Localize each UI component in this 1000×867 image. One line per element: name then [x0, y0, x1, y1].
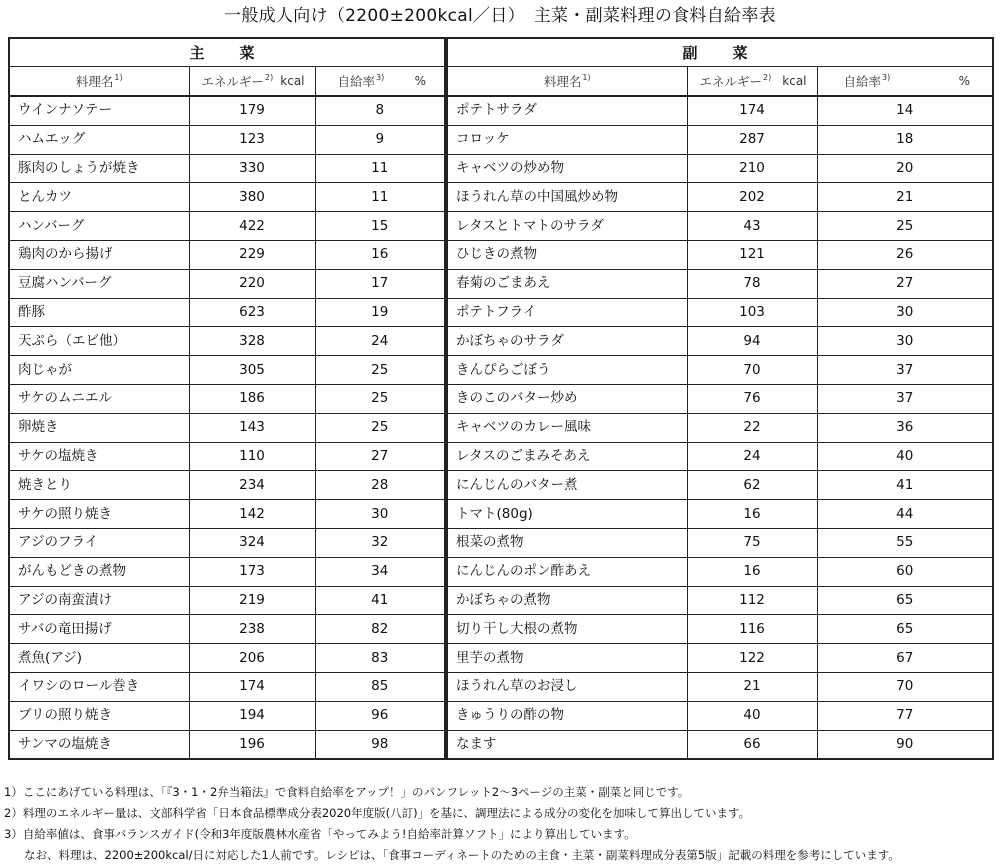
self-sufficiency-cell: 21	[817, 183, 993, 212]
table-row	[9, 644, 445, 673]
side-group-header: 副 菜	[447, 38, 993, 67]
table-row	[9, 356, 445, 385]
dish-name-cell: ブリの照り焼き	[9, 701, 189, 730]
table-row	[447, 672, 993, 701]
self-sufficiency-cell: 96	[315, 701, 445, 730]
self-sufficiency-cell: 65	[817, 586, 993, 615]
side-col-name: 料理名$^{1)}$	[447, 67, 687, 97]
self-sufficiency-cell: 25	[817, 212, 993, 241]
energy-cell: 116	[687, 615, 817, 644]
energy-cell: 110	[189, 442, 315, 471]
dish-name-cell: レタスとトマトのサラダ	[447, 212, 687, 241]
self-sufficiency-cell: 18	[817, 125, 993, 154]
table-row	[9, 672, 445, 701]
dish-name-cell: イワシのロール巻き	[9, 672, 189, 701]
footnote-4: なお、料理は、2200±200kcal/日に対応した1人前です。レシピは、「食事コーディネートのための主食・主菜・副菜料理成分表第5版」記載の料理を参考にしています。	[24, 848, 900, 862]
table-row	[9, 557, 445, 586]
self-sufficiency-cell: 17	[315, 269, 445, 298]
energy-cell: 422	[189, 212, 315, 241]
energy-cell: 305	[189, 356, 315, 385]
dish-name-cell: ひじきの煮物	[447, 240, 687, 269]
table-row	[447, 240, 993, 269]
dish-name-cell: アジのフライ	[9, 528, 189, 557]
energy-cell: 122	[687, 644, 817, 673]
footnote-2: 2）料理のエネルギー量は、文部科学省「日本食品標準成分表2020年度版(八訂)」を基に、調理法による成分の変化を加味して算出しています。	[4, 806, 751, 820]
dish-name-cell: 根菜の煮物	[447, 528, 687, 557]
self-sufficiency-cell: 37	[817, 384, 993, 413]
dish-name-cell: きのこのバター炒め	[447, 384, 687, 413]
energy-cell: 21	[687, 672, 817, 701]
table-row	[447, 269, 993, 298]
table-row	[447, 615, 993, 644]
dish-name-cell: 肉じゃが	[9, 356, 189, 385]
dish-name-cell: サケの塩焼き	[9, 442, 189, 471]
self-sufficiency-cell: 41	[315, 586, 445, 615]
self-sufficiency-cell: 30	[817, 327, 993, 356]
table-row	[447, 413, 993, 442]
energy-cell: 623	[189, 298, 315, 327]
table-row	[9, 327, 445, 356]
dish-name-cell: 切り干し大根の煮物	[447, 615, 687, 644]
dish-name-cell: レタスのごまみそあえ	[447, 442, 687, 471]
self-sufficiency-cell: 25	[315, 384, 445, 413]
footnote-1: 1）ここにあげている料理は、「『3・1・2弁当箱法』で食料自給率をアップ！」のパンフレット2～3ページの主菜・副菜と同じです。	[4, 785, 690, 799]
energy-cell: 234	[189, 471, 315, 500]
table-row	[447, 384, 993, 413]
main-group-header: 主 菜	[9, 38, 445, 67]
table-row	[447, 557, 993, 586]
table-row	[9, 384, 445, 413]
self-sufficiency-cell: 77	[817, 701, 993, 730]
table-row	[9, 586, 445, 615]
table-row	[9, 528, 445, 557]
table-row	[447, 701, 993, 730]
table-row	[447, 96, 993, 125]
energy-cell: 22	[687, 413, 817, 442]
dish-name-cell: とんカツ	[9, 183, 189, 212]
energy-cell: 174	[189, 672, 315, 701]
main-col-rate: 自給率$^{3)}$ %	[315, 67, 445, 97]
dish-name-cell: 春菊のごまあえ	[447, 269, 687, 298]
table-row	[9, 212, 445, 241]
dish-name-cell: きゅうりの酢の物	[447, 701, 687, 730]
dish-name-cell: 豚肉のしょうが焼き	[9, 154, 189, 183]
energy-cell: 70	[687, 356, 817, 385]
energy-cell: 287	[687, 125, 817, 154]
energy-cell: 112	[687, 586, 817, 615]
table-row	[447, 730, 993, 759]
dish-name-cell: アジの南蛮漬け	[9, 586, 189, 615]
table-row	[447, 442, 993, 471]
energy-cell: 220	[189, 269, 315, 298]
self-sufficiency-cell: 34	[315, 557, 445, 586]
dish-name-cell: ハムエッグ	[9, 125, 189, 154]
energy-cell: 94	[687, 327, 817, 356]
self-sufficiency-cell: 36	[817, 413, 993, 442]
self-sufficiency-cell: 24	[315, 327, 445, 356]
dish-name-cell: 里芋の煮物	[447, 644, 687, 673]
self-sufficiency-cell: 28	[315, 471, 445, 500]
dish-name-cell: トマト(80g)	[447, 500, 687, 529]
dish-name-cell: コロッケ	[447, 125, 687, 154]
table-row	[9, 183, 445, 212]
dish-name-cell: きんぴらごぼう	[447, 356, 687, 385]
table-row	[9, 442, 445, 471]
self-sufficiency-cell: 32	[315, 528, 445, 557]
energy-cell: 206	[189, 644, 315, 673]
self-sufficiency-cell: 85	[315, 672, 445, 701]
footnote-3: 3）自給率値は、食事バランスガイド(令和3年度版農林水産省「やってみよう!自給率計算ソフト」により算出しています。	[4, 827, 636, 841]
energy-cell: 330	[189, 154, 315, 183]
table-row	[9, 730, 445, 759]
table-row	[9, 471, 445, 500]
energy-cell: 202	[687, 183, 817, 212]
main-dish-table	[8, 37, 446, 760]
dish-name-cell: かぼちゃの煮物	[447, 586, 687, 615]
side-col-energy: エネルギー$^{2)}$ kcal	[687, 67, 817, 97]
energy-cell: 179	[189, 96, 315, 125]
energy-cell: 123	[189, 125, 315, 154]
energy-cell: 380	[189, 183, 315, 212]
table-row	[9, 269, 445, 298]
table-row	[9, 413, 445, 442]
energy-cell: 238	[189, 615, 315, 644]
dish-name-cell: 鶏肉のから揚げ	[9, 240, 189, 269]
self-sufficiency-cell: 27	[817, 269, 993, 298]
self-sufficiency-cell: 67	[817, 644, 993, 673]
table-row	[447, 183, 993, 212]
energy-cell: 62	[687, 471, 817, 500]
table-row	[447, 644, 993, 673]
dish-name-cell: ほうれん草の中国風炒め物	[447, 183, 687, 212]
self-sufficiency-cell: 30	[817, 298, 993, 327]
energy-cell: 75	[687, 528, 817, 557]
self-sufficiency-cell: 27	[315, 442, 445, 471]
energy-cell: 143	[189, 413, 315, 442]
energy-cell: 66	[687, 730, 817, 759]
energy-cell: 174	[687, 96, 817, 125]
table-row	[9, 701, 445, 730]
energy-cell: 219	[189, 586, 315, 615]
table-row	[9, 125, 445, 154]
self-sufficiency-cell: 82	[315, 615, 445, 644]
energy-cell: 43	[687, 212, 817, 241]
energy-cell: 210	[687, 154, 817, 183]
dish-name-cell: ウインナソテー	[9, 96, 189, 125]
table-row	[447, 471, 993, 500]
self-sufficiency-cell: 11	[315, 154, 445, 183]
energy-cell: 24	[687, 442, 817, 471]
energy-cell: 40	[687, 701, 817, 730]
energy-cell: 142	[189, 500, 315, 529]
table-row	[9, 240, 445, 269]
self-sufficiency-cell: 98	[315, 730, 445, 759]
self-sufficiency-cell: 19	[315, 298, 445, 327]
self-sufficiency-cell: 20	[817, 154, 993, 183]
dish-name-cell: キャベツの炒め物	[447, 154, 687, 183]
table-row	[447, 356, 993, 385]
table-row	[447, 298, 993, 327]
table-row	[9, 96, 445, 125]
main-col-energy: エネルギー$^{2)}$ kcal	[189, 67, 315, 97]
dish-name-cell: ハンバーグ	[9, 212, 189, 241]
self-sufficiency-cell: 15	[315, 212, 445, 241]
self-sufficiency-cell: 11	[315, 183, 445, 212]
dish-name-cell: 煮魚(アジ)	[9, 644, 189, 673]
table-row	[447, 154, 993, 183]
self-sufficiency-cell: 8	[315, 96, 445, 125]
dish-name-cell: 酢豚	[9, 298, 189, 327]
energy-cell: 324	[189, 528, 315, 557]
self-sufficiency-cell: 70	[817, 672, 993, 701]
self-sufficiency-cell: 40	[817, 442, 993, 471]
dish-name-cell: がんもどきの煮物	[9, 557, 189, 586]
dish-name-cell: なます	[447, 730, 687, 759]
self-sufficiency-cell: 65	[817, 615, 993, 644]
dish-name-cell: 天ぷら（エビ他）	[9, 327, 189, 356]
dish-name-cell: サケのムニエル	[9, 384, 189, 413]
self-sufficiency-cell: 30	[315, 500, 445, 529]
dish-name-cell: ほうれん草のお浸し	[447, 672, 687, 701]
dish-name-cell: かぼちゃのサラダ	[447, 327, 687, 356]
energy-cell: 186	[189, 384, 315, 413]
self-sufficiency-cell: 83	[315, 644, 445, 673]
energy-cell: 16	[687, 500, 817, 529]
table-row	[447, 125, 993, 154]
dish-name-cell: 卵焼き	[9, 413, 189, 442]
dish-name-cell: 豆腐ハンバーグ	[9, 269, 189, 298]
table-row	[447, 500, 993, 529]
tables-area	[8, 37, 992, 752]
energy-cell: 173	[189, 557, 315, 586]
page-title: 一般成人向け（2200±200kcal／日） 主菜・副菜料理の食料自給率表	[224, 6, 776, 26]
self-sufficiency-cell: 16	[315, 240, 445, 269]
energy-cell: 328	[189, 327, 315, 356]
self-sufficiency-cell: 25	[315, 413, 445, 442]
dish-name-cell: サケの照り焼き	[9, 500, 189, 529]
energy-cell: 16	[687, 557, 817, 586]
self-sufficiency-cell: 55	[817, 528, 993, 557]
table-row	[9, 154, 445, 183]
self-sufficiency-cell: 14	[817, 96, 993, 125]
self-sufficiency-cell: 60	[817, 557, 993, 586]
self-sufficiency-cell: 25	[315, 356, 445, 385]
self-sufficiency-cell: 26	[817, 240, 993, 269]
table-row	[447, 212, 993, 241]
dish-name-cell: サンマの塩焼き	[9, 730, 189, 759]
table-row	[447, 327, 993, 356]
energy-cell: 194	[189, 701, 315, 730]
energy-cell: 78	[687, 269, 817, 298]
self-sufficiency-cell: 9	[315, 125, 445, 154]
dish-name-cell: サバの竜田揚げ	[9, 615, 189, 644]
energy-cell: 229	[189, 240, 315, 269]
side-dish-table	[446, 37, 994, 760]
dish-name-cell: 焼きとり	[9, 471, 189, 500]
energy-cell: 196	[189, 730, 315, 759]
dish-name-cell: キャベツのカレー風味	[447, 413, 687, 442]
table-row	[9, 298, 445, 327]
energy-cell: 76	[687, 384, 817, 413]
table-row	[447, 528, 993, 557]
self-sufficiency-cell: 44	[817, 500, 993, 529]
self-sufficiency-cell: 37	[817, 356, 993, 385]
dish-name-cell: にんじんのバター煮	[447, 471, 687, 500]
table-row	[447, 586, 993, 615]
self-sufficiency-cell: 90	[817, 730, 993, 759]
energy-cell: 103	[687, 298, 817, 327]
dish-name-cell: ポテトフライ	[447, 298, 687, 327]
energy-cell: 121	[687, 240, 817, 269]
dish-name-cell: ポテトサラダ	[447, 96, 687, 125]
footnotes	[4, 782, 999, 866]
main-col-name: 料理名$^{1)}$	[9, 67, 189, 97]
table-row	[9, 615, 445, 644]
table-row	[9, 500, 445, 529]
self-sufficiency-cell: 41	[817, 471, 993, 500]
side-col-rate: 自給率$^{3)}$ %	[817, 67, 993, 97]
dish-name-cell: にんじんのポン酢あえ	[447, 557, 687, 586]
